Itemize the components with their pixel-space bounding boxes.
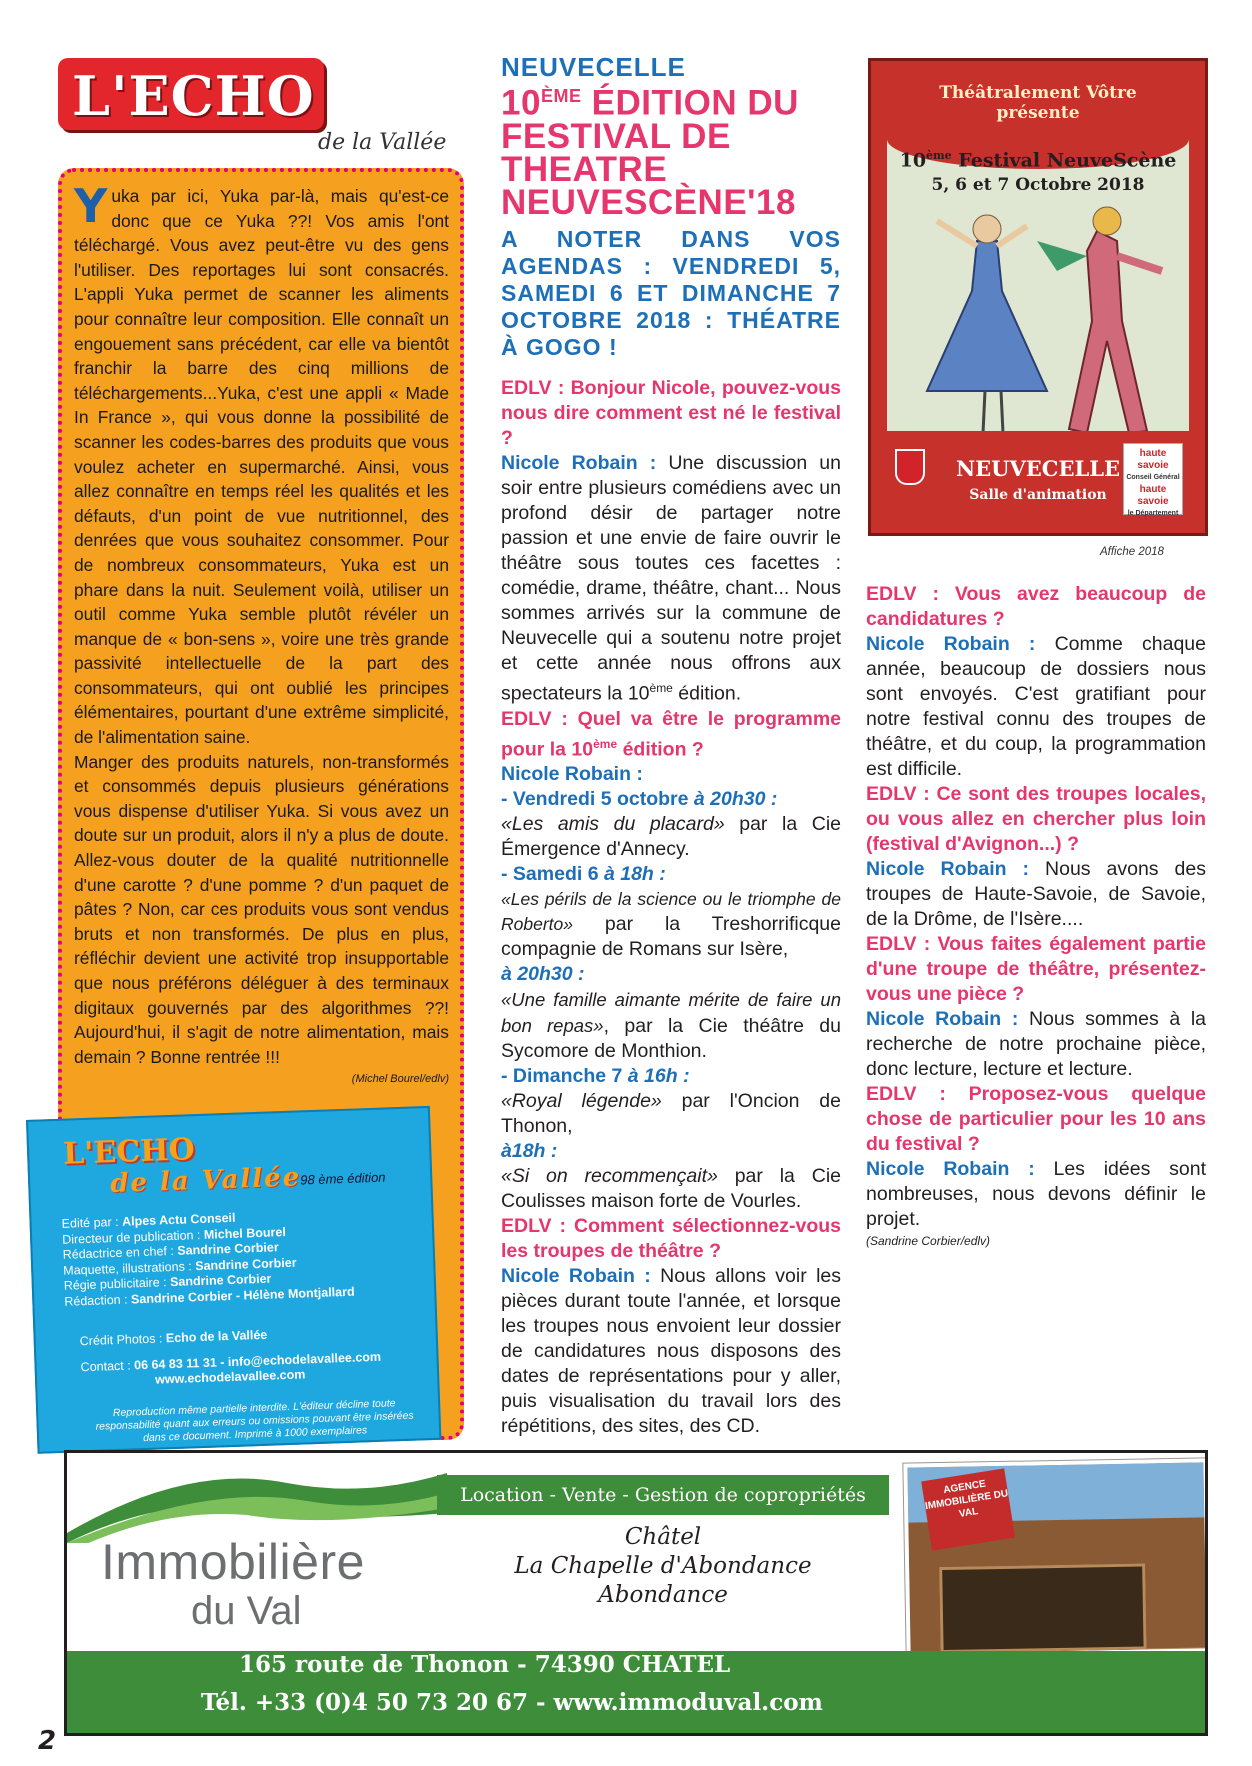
question: EDLV : Proposez-vous quelque chose de particulier pour les 10 ans du festival ? [866, 1083, 1206, 1155]
program-date: - Vendredi 5 octobre à 20h30 : [501, 788, 778, 810]
question: EDLV : Comment sélectionnez-vous les troupes de théâtre ? [501, 1215, 841, 1262]
editorial-dropcap: Y [74, 179, 108, 233]
imprint-credit: Crédit Photos : Echo de la Vallée [79, 1327, 268, 1349]
ad-town: Abondance [598, 1582, 728, 1608]
logo-subtitle: de la Vallée [318, 130, 447, 155]
answer: Nicole Robain : Les idées sont nombreuses, nous devons définir le projet. [866, 1158, 1206, 1230]
program-show: «Si on recommençait» par la Cie Coulisses maison forte de Vourles. [501, 1165, 841, 1212]
program-date: - Samedi 6 à 18h : [501, 863, 666, 885]
imprint-legal-note: Reproduction même partielle interdite. L'éditeur décline toute responsabilité quant aux erreurs ou omissions pouvant être insérées dans ce document. Imprimé à 1000 exemplaires [95, 1397, 414, 1445]
ad-towns [437, 1523, 889, 1610]
editorial-body-2: Manger des produits naturels, non-transformés et consommés depuis plusieurs générations vous dispense d'utiliser Yuka. Si vous avez un doute sur un produit, alors il n'y a plus de doute. Allez-vous douter de la qualité nutritionnelle d'une carotte ? d'une pomme ? d'un paquet de pâtes ? Non, car ces produits vous sont vendus bruts et non transformés. De plus en plus, réfléchir devient une activité trop insupportable que nous préférons déléguer à des terminaux digitaux gouvernés par des algorithmes ??! Aujourd'hui, il s'agit de notre alimentation, mais demain ? Bonne rentrée !!! [74, 751, 449, 1067]
poster-dancers-illustration [907, 201, 1177, 441]
question: EDLV : Ce sont des troupes locales, ou vous allez en chercher plus loin (festival d'Avignon...) ? [866, 783, 1206, 855]
imprint-staff-list [61, 1204, 424, 1310]
imprint-website[interactable]: www.echodelavallee.com [154, 1367, 306, 1387]
program-show: «Une famille aimante mérite de faire un bon repas», par la Cie théâtre du Sycomore de Monthion. [501, 989, 841, 1062]
poster-stage [887, 71, 1189, 521]
program-date: - Dimanche 7 à 16h : [501, 1065, 690, 1087]
poster-festival-name: 10ème Festival NeuveScène [899, 149, 1177, 172]
poster-dates: 5, 6 et 7 Octobre 2018 [931, 175, 1145, 195]
program-date: à18h : [501, 1140, 558, 1162]
editorial-body: uka par ici, Yuka par-là, mais qu'est-ce donc que ce Yuka ??! Vos amis l'ont téléchargé. Vous avez peut-être vu des gens l'utiliser. Des reportages lui sont consacrés. L'appli Yuka permet de scanner les aliments pour connaître leur composition. Elle connaît un engouement sans précédent, car elle va bientôt franchir la barre des cinq millions de téléchargements...Yuka, c'est une appli « Made In France », qui vous donne la possibilité de scanner les codes-barres des produits que vous voulez acheter en supermarché. Ainsi, vous allez connaître en temps réel les qualités et les défauts, d'un point de vue nutritionnel, des denrées que vous souhaitez consommer. Pour de nombreux consommateurs, Yuka est un phare dans la nuit. Seulement voilà, utiliser un outil comme Yuka semble plutôt révéler un manque de « bon-sens », voire une très grande passivité intellectuelle de la part des consommateurs, qui ont oublié les principes élémentaires, pourtant d'une extrême simplicité, de l'alimentation saine. [74, 186, 449, 748]
poster-presenter: Théâtralement Vôtre [939, 83, 1137, 103]
ad-company-name-2: du Val [191, 1589, 302, 1633]
ad-town: La Chapelle d'Abondance [514, 1553, 812, 1579]
article-subhead: A NOTER DANS VOS AGENDAS : VENDREDI 5, SAMEDI 6 ET DIMANCHE 7 OCTOBRE 2018 : THÉATRE À GOGO ! [501, 226, 841, 360]
program-show: «Les périls de la science ou le triomphe de Roberto» par la Treshorrificque compagnie de Romans sur Isère, [501, 889, 841, 960]
logo-title: L'ECHO [72, 64, 315, 128]
page-number: 2 [38, 1726, 57, 1756]
program-date: à 20h30 : [501, 963, 585, 985]
interview-column-2 [866, 582, 1206, 1250]
answer: Nicole Robain : Une discussion un soir entre plusieurs comédiens avec un profond désir de partager notre passion et une envie de faire ouvrir le théâtre sous toutes ces facettes : comédie, drame, théâtre, chant... Nous sommes arrivés sur la commune de Neuvecelle qui a soutenu notre projet et cette année nous offrons aux spectateurs la 10ème édition. [501, 452, 841, 705]
ad-photo-sign: AGENCE IMMOBILIÈRE DU VAL [921, 1468, 1015, 1550]
interview-column-1 [501, 376, 841, 1439]
question: EDLV : Bonjour Nicole, pouvez-vous nous dire comment est né le festival ? [501, 377, 841, 449]
poster-city: NEUVECELLE [955, 456, 1121, 481]
masthead-logo [58, 58, 328, 148]
question: EDLV : Vous faites également partie d'une troupe de théâtre, présentez-vous une pièce ? [866, 933, 1206, 1005]
question: EDLV : Quel va être le programme pour la 10ème édition ? [501, 707, 841, 760]
haute-savoie-logo: haute savoie Conseil Général haute savoie le Département [1123, 443, 1183, 515]
program-show: «Royal légende» par l'Oncion de Thonon, [501, 1090, 841, 1137]
imprint-line: Edité par : Alpes Actu Conseil [61, 1210, 236, 1231]
program-show: «Les amis du placard» par la Cie Émergence d'Annecy. [501, 813, 842, 860]
poster-presents: présente [996, 103, 1080, 123]
editorial-text [74, 179, 449, 1087]
ad-company-name: Immobilière [101, 1534, 365, 1590]
ad-address: 165 route de Thonon - 74390 CHATEL [239, 1651, 731, 1678]
ad-services-banner: Location - Vente - Gestion de copropriétés [437, 1475, 889, 1515]
answer: Nicole Robain : Nous sommes à la recherche de notre prochaine pièce, donc lecture, lecture et lecture. [866, 1008, 1206, 1080]
mountain-logo-icon [67, 1453, 447, 1543]
imprint-box [26, 1106, 441, 1454]
imprint-line: Rédactrice en chef : Sandrine Corbier [62, 1240, 279, 1262]
article-kicker: NEUVECELLE [501, 52, 686, 82]
imprint-contact: Contact : 06 64 83 11 31 - info@echodelavallee.com www.echodelavallee.com [80, 1349, 382, 1387]
imprint-logo-subtitle: de la Vallée [109, 1162, 302, 1200]
speaker-label: Nicole Robain : [501, 763, 643, 785]
poster-caption: Affiche 2018 [1100, 546, 1164, 558]
question: EDLV : Vous avez beaucoup de candidatures ? [866, 583, 1206, 630]
answer: Nicole Robain : Nous allons voir les pièces durant toute l'année, et lorsque les troupes nous envoient leur dossier de candidatures nous disposons des dates de représentations pour y aller, puis visualisation du travail lors des répétitions, des sites, des CD. [501, 1265, 841, 1437]
ad-town: Châtel [624, 1524, 702, 1550]
imprint-line: Directeur de publication : Michel Bourel [61, 1224, 287, 1247]
advertisement [64, 1450, 1208, 1736]
ad-phone[interactable]: Tél. +33 (0)4 50 73 20 67 - www.immoduval.com [201, 1689, 823, 1716]
article-headline: 10ÈME ÉDITION DU FESTIVAL DE THEATRE NEUVESCÈNE'18 [501, 83, 799, 222]
answer: Nicole Robain : Nous avons des troupes de Haute-Savoie, de Savoie, de la Drôme, de l'Isère.... [866, 858, 1206, 930]
festival-poster [868, 58, 1208, 536]
poster-venue: Salle d'animation [969, 487, 1107, 503]
article-signature: (Sandrine Corbier/edlv) [866, 1234, 991, 1248]
answer: Nicole Robain : Comme chaque année, beaucoup de dossiers nous sont envoyés. C'est gratifiant pour notre festival connu des troupes de théâtre, et du coup, la programmation est difficile. [866, 633, 1206, 780]
editorial-signature: (Michel Bourel/edlv) [351, 1073, 449, 1086]
imprint-logo-title: L'ECHO [62, 1132, 196, 1172]
imprint-line: Maquette, illustrations : Sandrine Corbier [63, 1255, 297, 1278]
imprint-line: Rédaction : Sandrine Corbier - Hélène Montjallard [64, 1284, 355, 1309]
imprint-edition: 98 ème édition [299, 1169, 386, 1188]
ad-agency-photo [903, 1458, 1208, 1657]
imprint-line: Régie publicitaire : Sandrine Corbier [63, 1271, 272, 1294]
